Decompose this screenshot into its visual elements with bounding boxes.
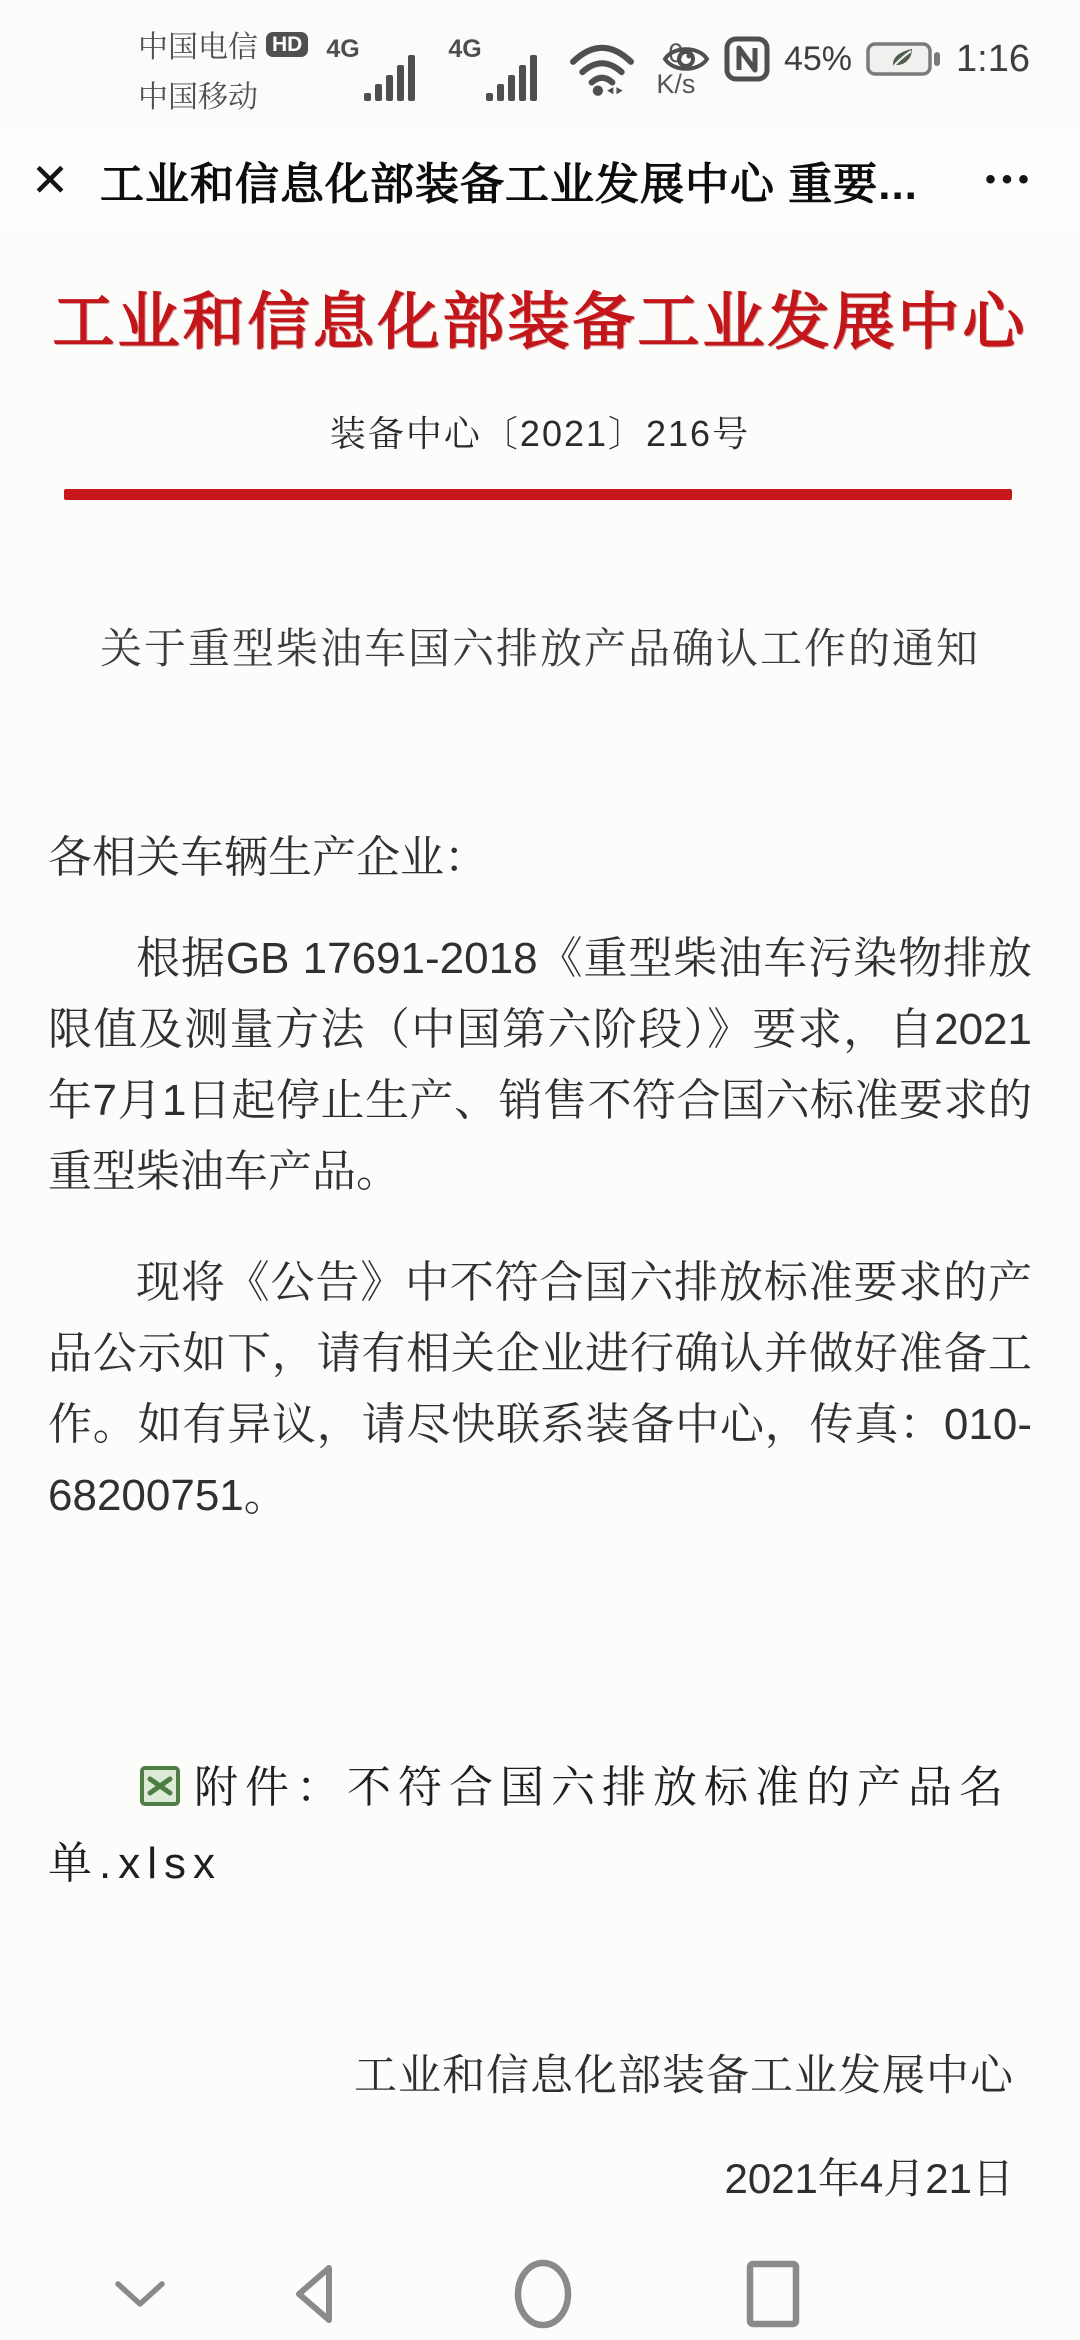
signature-org: 工业和信息化部装备工业发展中心 xyxy=(354,2052,1014,2100)
hd-badge: HD xyxy=(266,32,308,57)
sim1-network-type: 4G xyxy=(326,35,360,63)
recents-button[interactable] xyxy=(728,2248,818,2340)
signal-bars-icon xyxy=(486,53,542,101)
signature-date: 2021年4月21日 xyxy=(724,2155,1014,2202)
battery-percent-label: 45% xyxy=(783,39,853,78)
status-bar xyxy=(0,0,1080,118)
sim2-signal xyxy=(448,29,552,109)
close-button[interactable] xyxy=(0,130,100,230)
salutation: 各相关车辆生产企业： xyxy=(48,833,488,882)
document-letterhead: 工业和信息化部装备工业发展中心 xyxy=(52,289,1028,357)
carrier2-label: 中国移动 xyxy=(138,81,258,114)
recents-square-icon xyxy=(745,2259,801,2329)
document-body xyxy=(48,822,1032,1531)
back-button[interactable] xyxy=(268,2248,358,2340)
close-icon: ✕ xyxy=(30,154,70,206)
more-menu-button[interactable] xyxy=(940,130,1080,230)
eye-comfort-icon xyxy=(662,42,710,76)
battery-power-saving-icon xyxy=(866,40,942,78)
chevron-down-icon xyxy=(113,2278,167,2310)
excel-file-icon xyxy=(140,1766,180,1806)
clock-label: 1:16 xyxy=(956,37,1030,80)
speed-unit: K/s xyxy=(656,69,696,99)
carrier1-label: 中国电信 xyxy=(138,31,258,64)
notice-title: 关于重型柴油车国六排放产品确认工作的通知 xyxy=(99,625,980,672)
nfc-icon xyxy=(724,36,770,82)
signal-bars-icon xyxy=(364,53,420,101)
letterhead-divider xyxy=(64,489,1012,500)
back-triangle-icon xyxy=(290,2261,336,2327)
sim2-network-type: 4G xyxy=(448,35,482,63)
hide-navbar-button[interactable] xyxy=(100,2248,180,2340)
paragraph-2: 现将《公告》中不符合国六排放标准要求的产品公示如下，请有相关企业进行确认并做好准备工作。如有异议，请尽快联系装备中心，传真：010-68200751。 xyxy=(48,1258,1032,1520)
status-bar-left xyxy=(138,22,695,116)
navigation-bar xyxy=(0,2248,1080,2340)
document-number: 装备中心〔2021〕216号 xyxy=(329,413,751,454)
paragraph-1: 根据GB 17691-2018《重型柴油车污染物排放限值及测量方法（中国第六阶段）》要求，自2021年7月1日起停止生产、销售不符合国六标准要求的重型柴油车产品。 xyxy=(48,934,1032,1196)
status-bar-right xyxy=(662,0,1030,118)
title-bar xyxy=(0,130,1080,230)
wifi-icon xyxy=(570,40,634,98)
sim1-signal xyxy=(326,29,430,109)
ellipsis-icon: ••• xyxy=(985,163,1035,196)
page-title: 工业和信息化部装备工业发展中心 重要... xyxy=(100,160,918,209)
carrier-block xyxy=(138,22,308,116)
home-button[interactable] xyxy=(498,2248,588,2340)
speed-value: 0 xyxy=(668,37,684,68)
attachment-label: 附件：不符合国六排放标准的产品名单.xlsx xyxy=(48,1763,1010,1888)
attachment-link[interactable] xyxy=(48,1750,1032,1902)
home-circle-icon xyxy=(512,2258,574,2330)
